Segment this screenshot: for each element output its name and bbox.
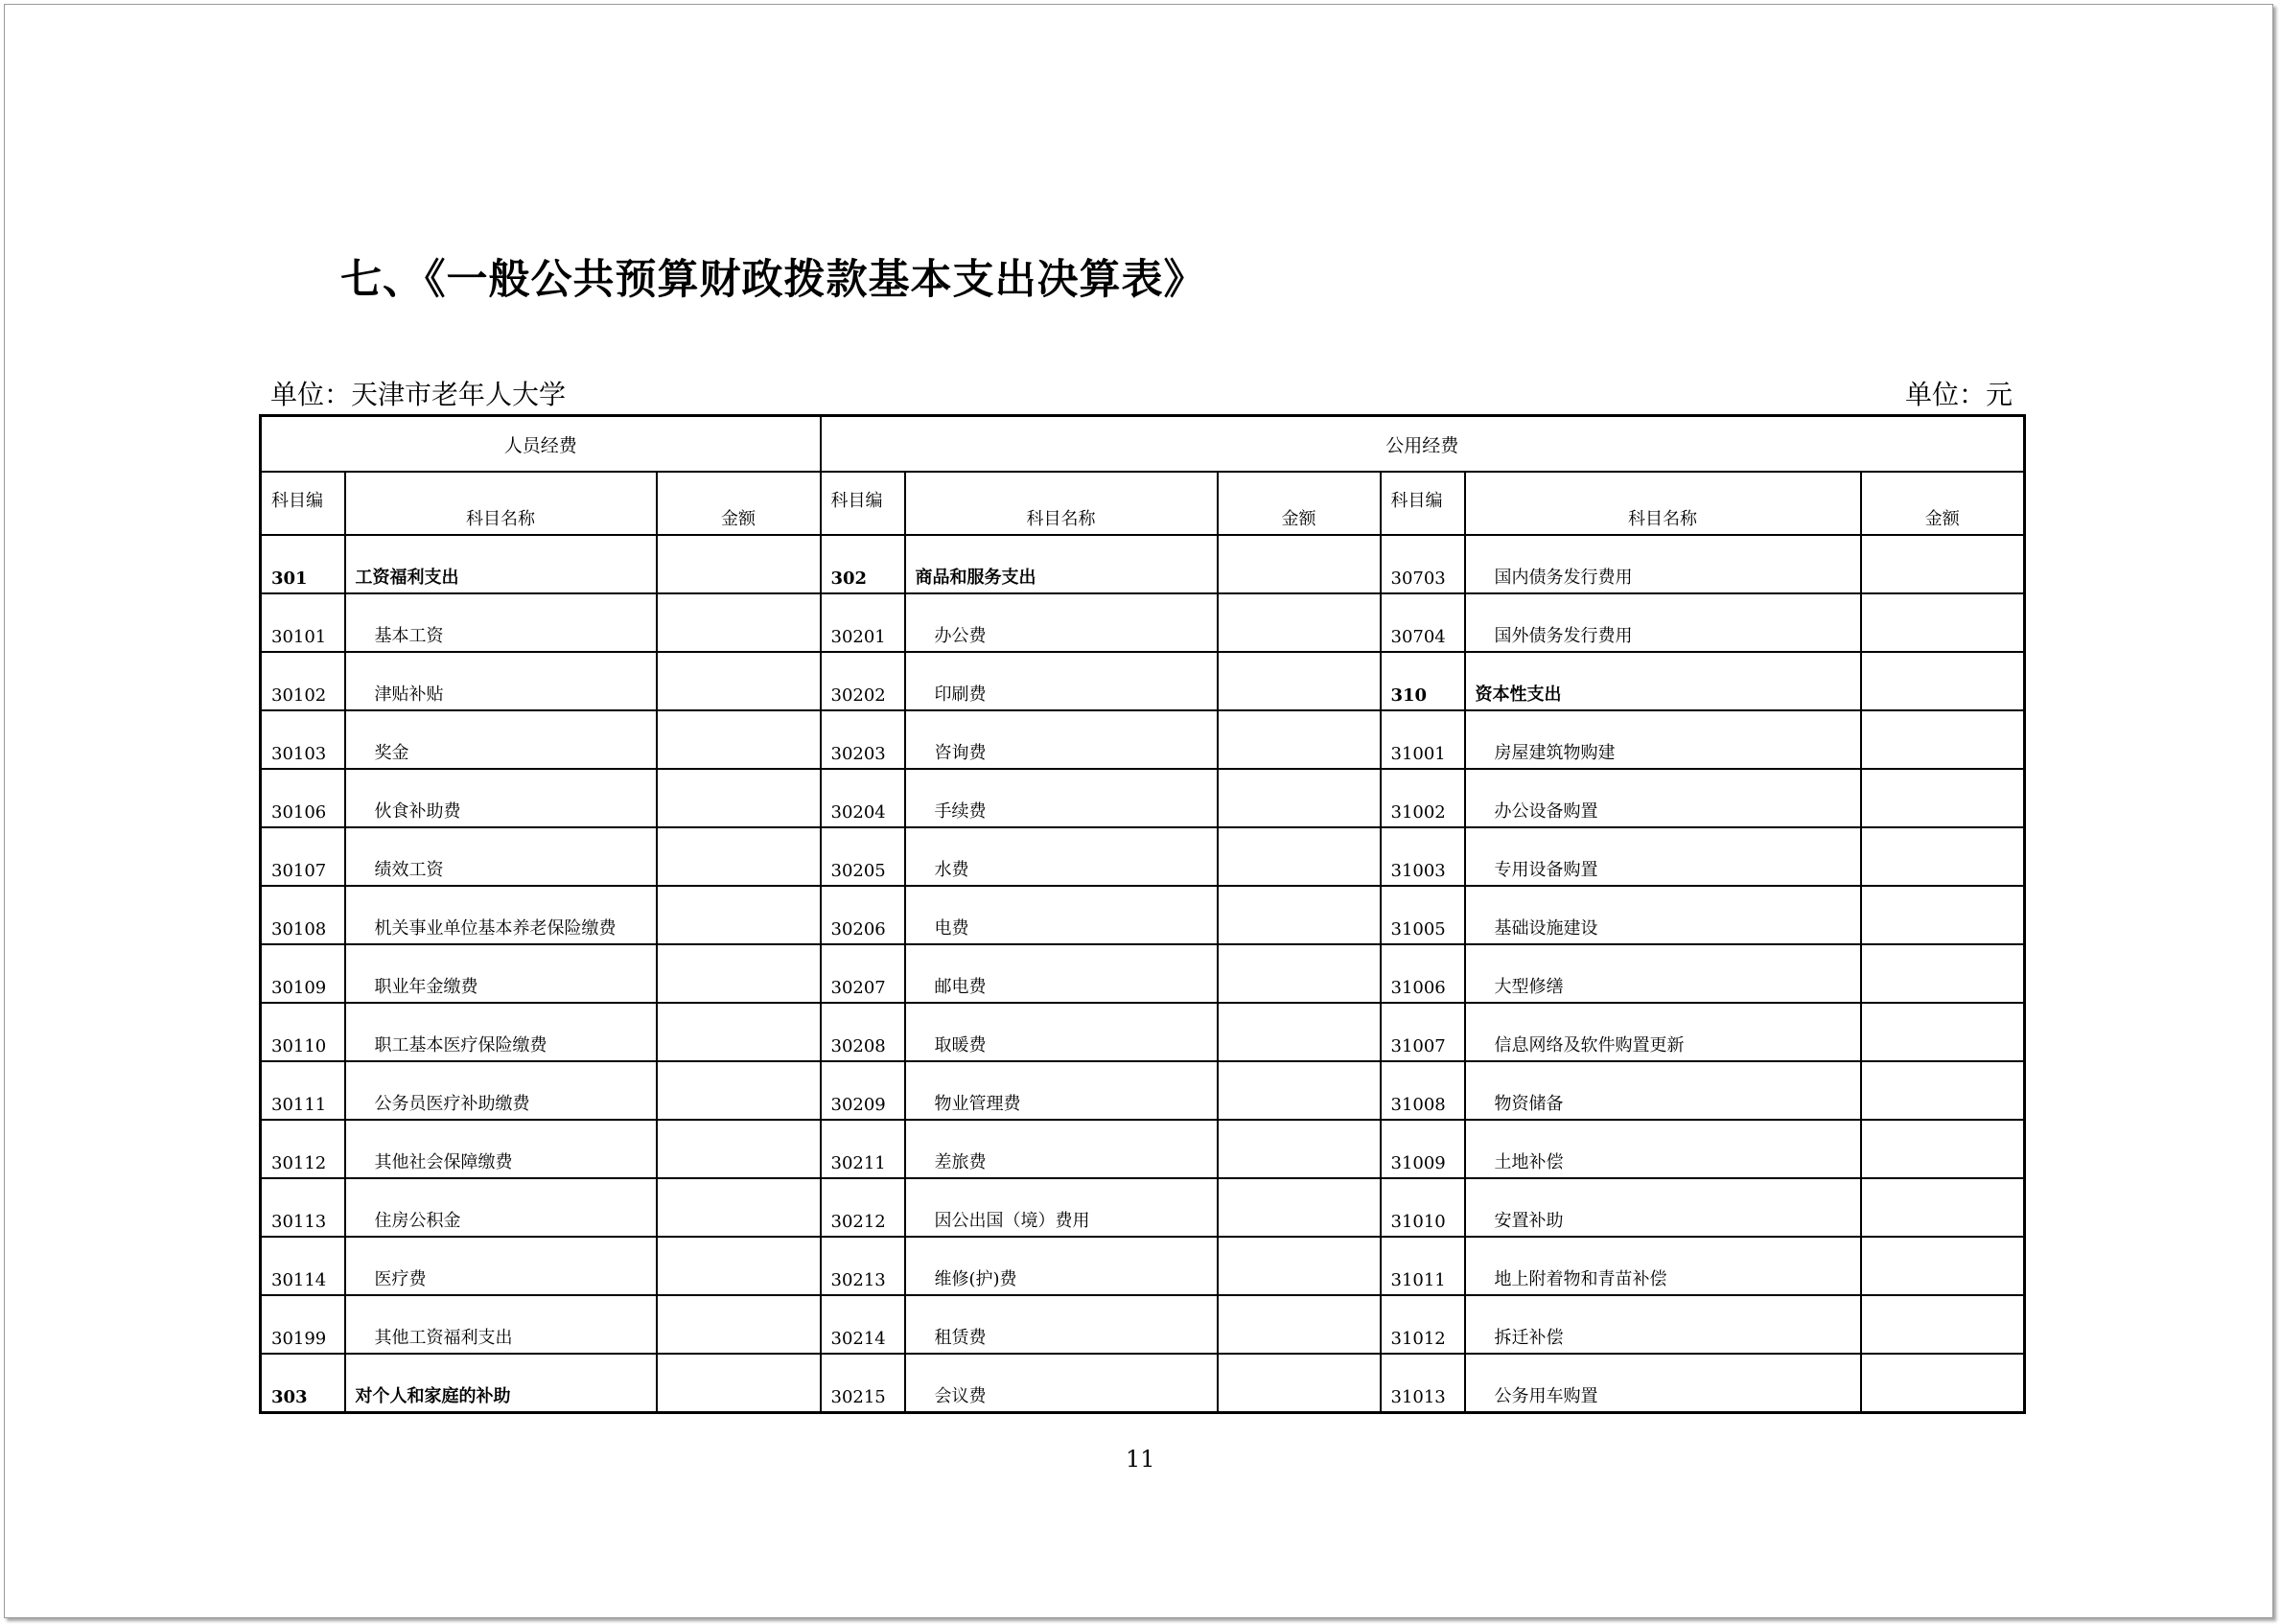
table-row: [261, 1003, 2025, 1061]
budget-table: [259, 414, 2026, 1414]
cell-name: 水费: [905, 827, 1218, 886]
cell-name: 大型修缮: [1465, 944, 1861, 1003]
header-name: 科目名称: [1465, 472, 1861, 535]
cell-name: 其他社会保障缴费: [345, 1120, 657, 1178]
cell-code: 30107: [261, 827, 345, 886]
cell-name: 基本工资: [345, 593, 657, 652]
cell-amount: [1861, 1120, 2025, 1178]
cell-name: 职业年金缴费: [345, 944, 657, 1003]
table-row: [261, 652, 2025, 710]
cell-code: 30101: [261, 593, 345, 652]
cell-amount: [1218, 827, 1381, 886]
cell-code: 31012: [1381, 1295, 1465, 1354]
group-public: 公用经费: [821, 416, 2025, 473]
cell-amount: [1861, 710, 2025, 769]
cell-code: 30207: [821, 944, 905, 1003]
header-name: 科目名称: [905, 472, 1218, 535]
cell-amount: [657, 1237, 821, 1295]
cell-name: 对个人和家庭的补助: [345, 1354, 657, 1413]
table-row: [261, 944, 2025, 1003]
cell-name: 差旅费: [905, 1120, 1218, 1178]
page-number: 11: [1126, 1446, 1155, 1473]
cell-code: 30704: [1381, 593, 1465, 652]
cell-code: 30212: [821, 1178, 905, 1237]
cell-name: 会议费: [905, 1354, 1218, 1413]
cell-name: 办公设备购置: [1465, 769, 1861, 827]
table-row: [261, 593, 2025, 652]
cell-name: 因公出国（境）费用: [905, 1178, 1218, 1237]
cell-code: 301: [261, 535, 345, 593]
cell-name: 租赁费: [905, 1295, 1218, 1354]
cell-amount: [1218, 1237, 1381, 1295]
column-header-row: [261, 472, 2025, 535]
cell-amount: [1861, 1003, 2025, 1061]
cell-name: 物业管理费: [905, 1061, 1218, 1120]
cell-name: 安置补助: [1465, 1178, 1861, 1237]
cell-name: 公务用车购置: [1465, 1354, 1861, 1413]
cell-name: 绩效工资: [345, 827, 657, 886]
cell-amount: [1861, 827, 2025, 886]
cell-amount: [1861, 769, 2025, 827]
cell-amount: [657, 769, 821, 827]
cell-name: 医疗费: [345, 1237, 657, 1295]
cell-name: 拆迁补偿: [1465, 1295, 1861, 1354]
cell-amount: [657, 1120, 821, 1178]
cell-code: 30213: [821, 1237, 905, 1295]
cell-code: 31009: [1381, 1120, 1465, 1178]
cell-amount: [1218, 1178, 1381, 1237]
group-header-row: [261, 416, 2025, 473]
cell-amount: [1218, 1003, 1381, 1061]
cell-code: 31005: [1381, 886, 1465, 944]
cell-code: 30102: [261, 652, 345, 710]
cell-amount: [1218, 710, 1381, 769]
cell-code: 30204: [821, 769, 905, 827]
cell-amount: [1218, 1354, 1381, 1413]
cell-code: 30208: [821, 1003, 905, 1061]
cell-code: 31003: [1381, 827, 1465, 886]
cell-code: 30214: [821, 1295, 905, 1354]
cell-name: 基础设施建设: [1465, 886, 1861, 944]
cell-amount: [1218, 769, 1381, 827]
cell-name: 物资储备: [1465, 1061, 1861, 1120]
cell-name: 房屋建筑物购建: [1465, 710, 1861, 769]
cell-name: 邮电费: [905, 944, 1218, 1003]
cell-code: 30199: [261, 1295, 345, 1354]
cell-code: 31007: [1381, 1003, 1465, 1061]
cell-code: 30110: [261, 1003, 345, 1061]
cell-name: 资本性支出: [1465, 652, 1861, 710]
cell-code: 31008: [1381, 1061, 1465, 1120]
cell-amount: [1218, 535, 1381, 593]
cell-name: 奖金: [345, 710, 657, 769]
cell-name: 咨询费: [905, 710, 1218, 769]
cell-code: 31001: [1381, 710, 1465, 769]
table-row: [261, 1295, 2025, 1354]
cell-amount: [657, 1061, 821, 1120]
cell-code: 30112: [261, 1120, 345, 1178]
cell-amount: [1861, 535, 2025, 593]
cell-amount: [657, 1003, 821, 1061]
cell-name: 取暖费: [905, 1003, 1218, 1061]
header-name: 科目名称: [345, 472, 657, 535]
cell-name: 公务员医疗补助缴费: [345, 1061, 657, 1120]
cell-name: 商品和服务支出: [905, 535, 1218, 593]
cell-name: 手续费: [905, 769, 1218, 827]
cell-name: 津贴补贴: [345, 652, 657, 710]
cell-code: 30205: [821, 827, 905, 886]
cell-amount: [1218, 1120, 1381, 1178]
cell-code: 30108: [261, 886, 345, 944]
cell-code: 30103: [261, 710, 345, 769]
cell-amount: [1861, 944, 2025, 1003]
cell-name: 信息网络及软件购置更新: [1465, 1003, 1861, 1061]
cell-code: 30203: [821, 710, 905, 769]
cell-amount: [657, 652, 821, 710]
cell-code: 30206: [821, 886, 905, 944]
cell-name: 维修(护)费: [905, 1237, 1218, 1295]
table-row: [261, 1061, 2025, 1120]
cell-name: 地上附着物和青苗补偿: [1465, 1237, 1861, 1295]
cell-code: 30211: [821, 1120, 905, 1178]
cell-code: 310: [1381, 652, 1465, 710]
cell-amount: [1218, 593, 1381, 652]
table-row: [261, 535, 2025, 593]
table-row: [261, 1354, 2025, 1413]
cell-name: 印刷费: [905, 652, 1218, 710]
cell-name: 机关事业单位基本养老保险缴费: [345, 886, 657, 944]
cell-amount: [657, 535, 821, 593]
cell-amount: [657, 886, 821, 944]
cell-name: 国外债务发行费用: [1465, 593, 1861, 652]
cell-amount: [657, 1295, 821, 1354]
cell-code: 31013: [1381, 1354, 1465, 1413]
cell-code: 30201: [821, 593, 905, 652]
cell-code: 31010: [1381, 1178, 1465, 1237]
cell-code: 30202: [821, 652, 905, 710]
table-row: [261, 886, 2025, 944]
cell-name: 办公费: [905, 593, 1218, 652]
cell-amount: [1218, 944, 1381, 1003]
cell-code: 30215: [821, 1354, 905, 1413]
cell-name: 工资福利支出: [345, 535, 657, 593]
cell-code: 31002: [1381, 769, 1465, 827]
cell-amount: [657, 710, 821, 769]
cell-amount: [1861, 593, 2025, 652]
table-row: [261, 710, 2025, 769]
cell-code: 31011: [1381, 1237, 1465, 1295]
cell-amount: [657, 1354, 821, 1413]
unit-currency: 单位：元: [1905, 379, 2013, 410]
cell-amount: [657, 593, 821, 652]
cell-amount: [1218, 652, 1381, 710]
cell-name: 专用设备购置: [1465, 827, 1861, 886]
cell-amount: [657, 827, 821, 886]
cell-name: 土地补偿: [1465, 1120, 1861, 1178]
cell-code: 303: [261, 1354, 345, 1413]
cell-code: 30113: [261, 1178, 345, 1237]
table-row: [261, 1178, 2025, 1237]
cell-name: 其他工资福利支出: [345, 1295, 657, 1354]
cell-amount: [1218, 886, 1381, 944]
cell-code: 302: [821, 535, 905, 593]
cell-amount: [1861, 652, 2025, 710]
header-amount: 金额: [1218, 472, 1381, 535]
header-code: 科目编: [821, 472, 905, 535]
cell-amount: [1861, 1354, 2025, 1413]
cell-code: 30703: [1381, 535, 1465, 593]
cell-code: 30109: [261, 944, 345, 1003]
header-code: 科目编: [261, 472, 345, 535]
cell-code: 30111: [261, 1061, 345, 1120]
cell-amount: [1861, 1295, 2025, 1354]
cell-code: 30209: [821, 1061, 905, 1120]
table-row: [261, 769, 2025, 827]
cell-name: 住房公积金: [345, 1178, 657, 1237]
cell-amount: [1218, 1061, 1381, 1120]
cell-code: 30106: [261, 769, 345, 827]
table-row: [261, 827, 2025, 886]
table-row: [261, 1237, 2025, 1295]
cell-amount: [1861, 1061, 2025, 1120]
group-personnel: 人员经费: [261, 416, 821, 473]
cell-name: 国内债务发行费用: [1465, 535, 1861, 593]
header-code: 科目编: [1381, 472, 1465, 535]
header-amount: 金额: [1861, 472, 2025, 535]
cell-code: 30114: [261, 1237, 345, 1295]
cell-amount: [1861, 1237, 2025, 1295]
cell-code: 31006: [1381, 944, 1465, 1003]
unit-organization: 单位：天津市老年人大学: [270, 379, 567, 410]
cell-amount: [1218, 1295, 1381, 1354]
cell-amount: [657, 944, 821, 1003]
cell-amount: [657, 1178, 821, 1237]
cell-name: 职工基本医疗保险缴费: [345, 1003, 657, 1061]
cell-amount: [1861, 886, 2025, 944]
cell-name: 伙食补助费: [345, 769, 657, 827]
table-row: [261, 1120, 2025, 1178]
cell-name: 电费: [905, 886, 1218, 944]
page-title: 七、《一般公共预算财政拨款基本支出决算表》: [340, 256, 1206, 304]
header-amount: 金额: [657, 472, 821, 535]
cell-amount: [1861, 1178, 2025, 1237]
